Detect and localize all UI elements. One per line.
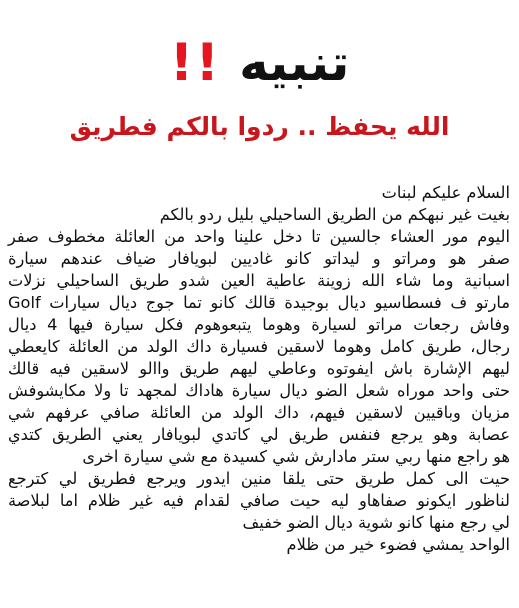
warning-header bbox=[0, 0, 519, 175]
message-line: اليوم مور العشاء جالسين تا دخل علينا واحد من العائلة مخطوف صفر bbox=[8, 227, 510, 246]
warning-title: تنبيه bbox=[239, 34, 350, 92]
message-line: بغيت غير نبهكم من الطريق الساحيلي بليل ردو بالكم bbox=[159, 205, 510, 224]
message-line: اسبانية وما شاء الله زوينة عاطية العين شدو طريق الساحيلي نزلات bbox=[8, 271, 510, 290]
message-line: حيت الى كمل طريق حتى يلقا منين ايدور ويرجع فطريق لي كترجع bbox=[8, 469, 510, 488]
message-line: وفاش رجعات مراتو لسيارة وهوما يتبعوهوم فكل سيارة فيها 4 ديال bbox=[8, 315, 510, 334]
message-line: عصابة وهو يرجع فنفس طريق لي كاتدي لبويافار يعني الطريق كتدي bbox=[8, 425, 510, 444]
message-line: صفر هو ومراتو و ليداتو كانو غاديين لبويافار ضياف عندهم سيارة bbox=[8, 249, 510, 268]
message-line: ليهم الإشارة باش ايفوتوه وعاطي ليهم طريق واالو لاسقين فيه قالك bbox=[8, 359, 510, 378]
title-row bbox=[0, 28, 519, 98]
message-line: مارتو ف فسطاسيو ديال بوجيدة قالك كانو تما جوج ديال سيارات Golf bbox=[8, 293, 510, 312]
message-line: مزيان وباقيين لاسقين فيهم، داك الولد من العائلة صافي عرفهم شي bbox=[8, 403, 510, 422]
exclamation-icon: !! bbox=[169, 33, 222, 93]
message-body bbox=[8, 182, 516, 556]
message-line: السلام عليكم لبنات bbox=[381, 183, 510, 202]
message-line: لي رجع منها كانو شوية ديال الضو خفيف bbox=[242, 513, 510, 532]
message-line: رجال، طريق كامل وهوما لاسقين فسيارة داك الولد من العائلة كايعطي bbox=[8, 337, 510, 356]
message-line: هو راجع منها ربي ستر مادارش شي كسيدة مع شي سيارة اخرى bbox=[82, 447, 510, 466]
warning-subtitle: الله يحفظ .. ردوا بالكم فطريق bbox=[69, 112, 450, 141]
message-line: لناظور ايكونو صفاهاو ليه حيت صافي لقدام فيه غير ظلام اما لبلاصة bbox=[8, 491, 510, 510]
message-line: حتى واحد موراه شعل الضو ديال سيارة هاداك لمجهد تا ولا مكايشوفش bbox=[8, 381, 510, 400]
message-line: الواحد يمشي فضوء خير من ظلام bbox=[286, 535, 510, 554]
